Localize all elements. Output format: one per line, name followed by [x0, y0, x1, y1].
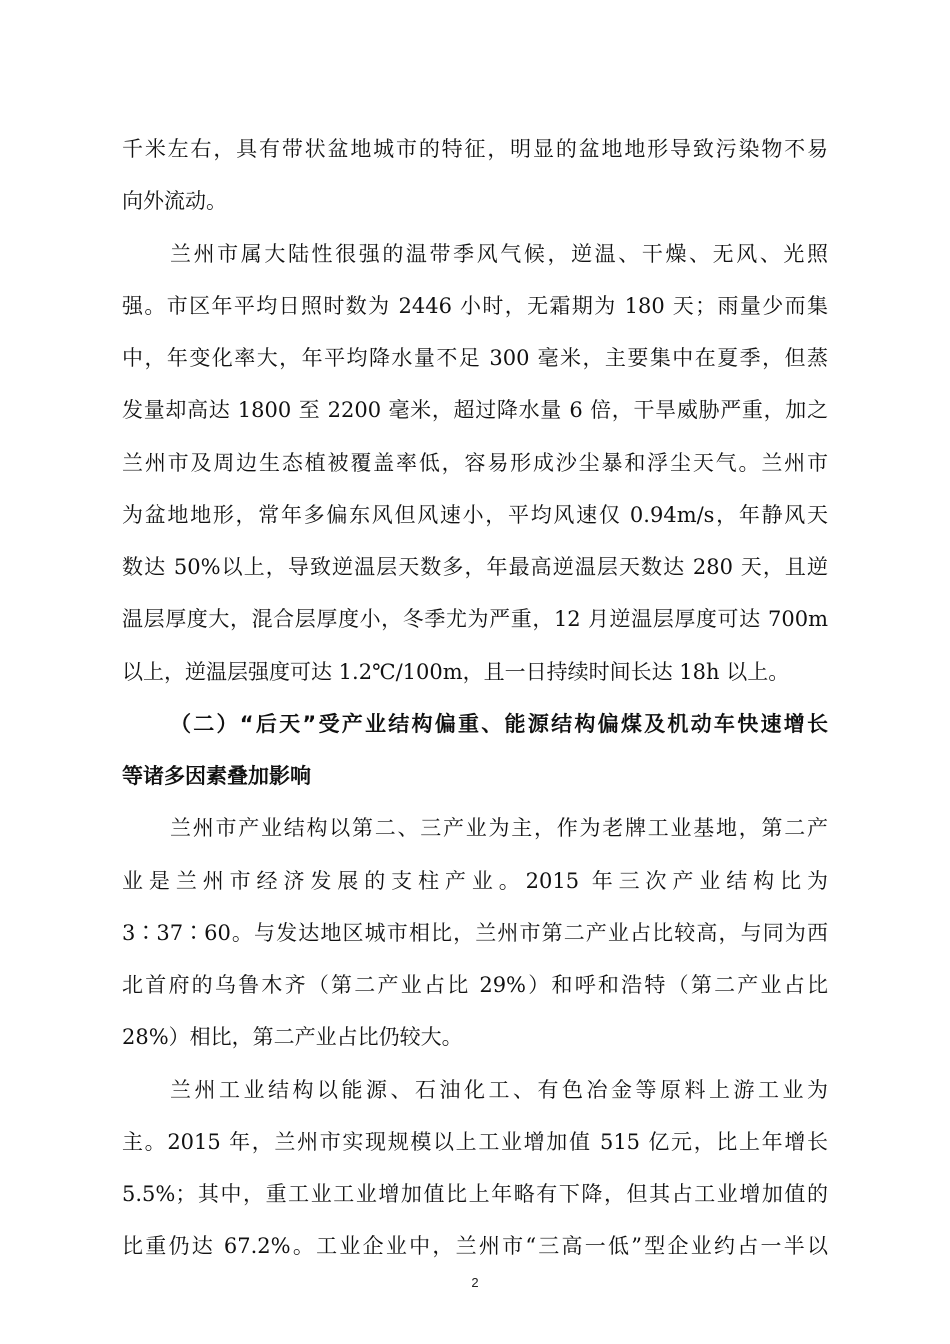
paragraph-line: 兰州市属大陆性很强的温带季风气候，逆温、干燥、无风、光照 [170, 242, 828, 266]
paragraph-line: 发量却高达 1800 至 2200 毫米，超过降水量 6 倍，干旱威胁严重，加之 [122, 398, 828, 422]
page-number: 2 [471, 1275, 479, 1290]
paragraph-line: 3∶37∶60。与发达地区城市相比，兰州市第二产业占比较高，与同为西 [122, 921, 828, 945]
paragraph-line: 强。市区年平均日照时数为 2446 小时，无霜期为 180 天；雨量少而集 [122, 294, 828, 318]
paragraph-line: 兰州市产业结构以第二、三产业为主，作为老牌工业基地，第二产 [170, 816, 828, 840]
paragraph-line: 温层厚度大，混合层厚度小，冬季尤为严重，12 月逆温层厚度可达 700m [122, 607, 828, 631]
paragraph-line: 兰州市及周边生态植被覆盖率低，容易形成沙尘暴和浮尘天气。兰州市 [122, 451, 828, 475]
paragraph-line: 5.5%；其中，重工业工业增加值比上年略有下降，但其占工业增加值的 [122, 1182, 828, 1206]
paragraph-line: 北首府的乌鲁木齐（第二产业占比 29%）和呼和浩特（第二产业占比 [122, 973, 828, 997]
paragraph-line: 以上，逆温层强度可达 1.2℃/100m，且一日持续时间长达 18h 以上。 [122, 660, 790, 684]
paragraph-line: 比重仍达 67.2%。工业企业中，兰州市“三高一低”型企业约占一半以 [122, 1234, 828, 1258]
paragraph-line: 主。2015 年，兰州市实现规模以上工业增加值 515 亿元，比上年增长 [122, 1130, 828, 1154]
paragraph-line: 兰州工业结构以能源、石油化工、有色冶金等原料上游工业为 [170, 1078, 828, 1102]
section-heading-line: 等诸多因素叠加影响 [122, 764, 311, 788]
paragraph-line: 千米左右，具有带状盆地城市的特征，明显的盆地地形导致污染物不易 [122, 137, 828, 161]
paragraph-line: 向外流动。 [122, 189, 227, 213]
paragraph-line: 业是兰州市经济发展的支柱产业。2015 年三次产业结构比为 [122, 869, 828, 893]
paragraph-line: 28%）相比，第二产业占比仍较大。 [122, 1025, 463, 1049]
paragraph-line: 数达 50%以上，导致逆温层天数多，年最高逆温层天数达 280 天，且逆 [122, 555, 828, 579]
section-heading-line: （二）“后天”受产业结构偏重、能源结构偏煤及机动车快速增长 [170, 712, 828, 736]
paragraph-line: 中，年变化率大，年平均降水量不足 300 毫米，主要集中在夏季，但蒸 [122, 346, 828, 370]
paragraph-line: 为盆地地形，常年多偏东风但风速小，平均风速仅 0.94m/s，年静风天 [122, 503, 828, 527]
